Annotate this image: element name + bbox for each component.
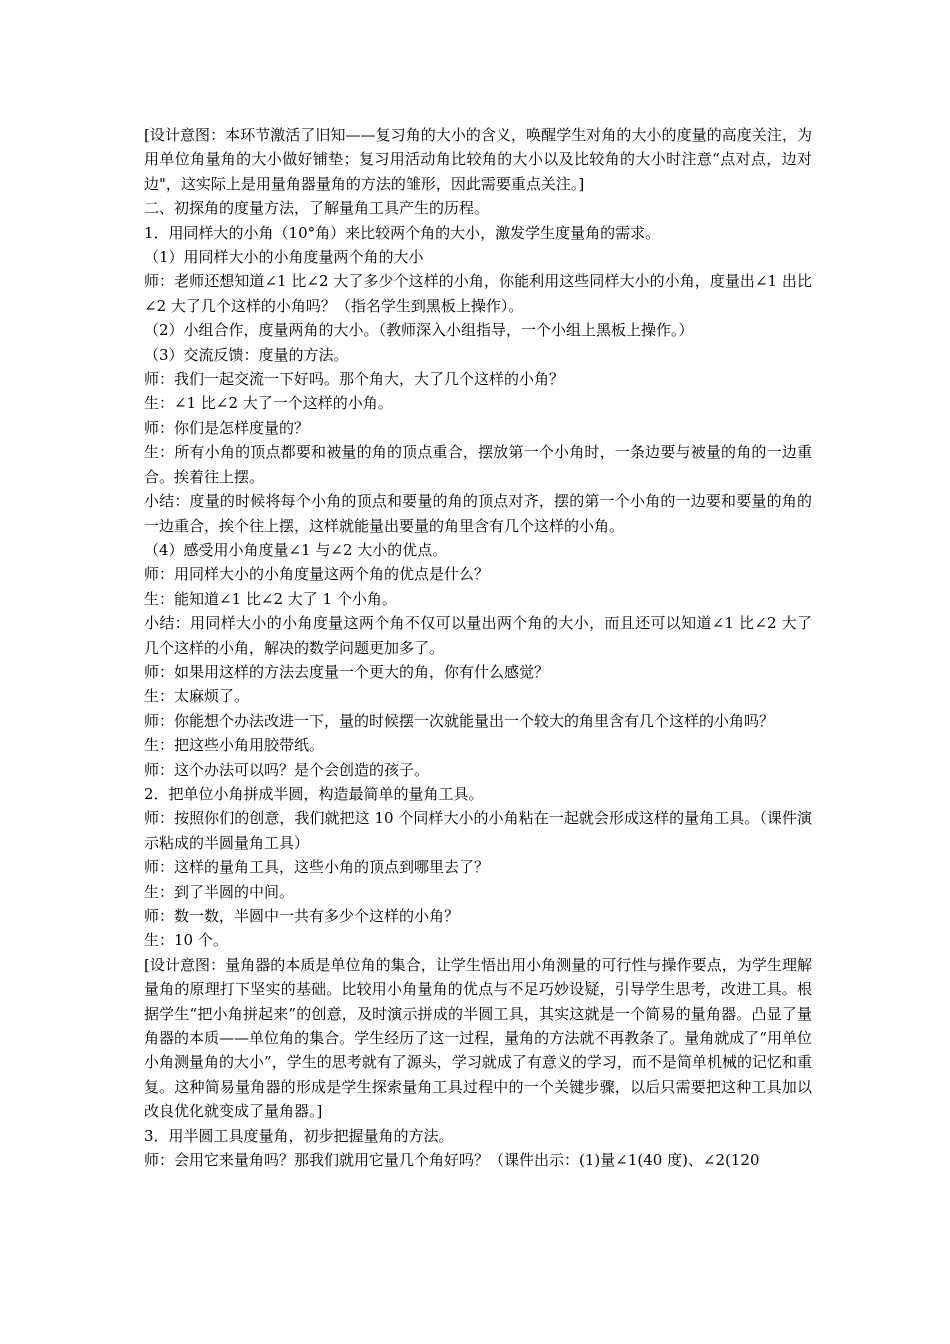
teacher-line: 师：用同样大小的小角度量这两个角的优点是什么？ <box>144 565 490 584</box>
summary-paragraph: 小结：度量的时候将每个小角的顶点和要量的角的顶点对齐，摆的第一个小角的一边要和要量的角的一边重合，挨个往上摆，这样就能量出要量的角里含有几个这样的小角。 <box>144 492 812 535</box>
teacher-line: 师：老师还想知道∠1 比∠2 大了多少个这样的小角，你能利用这些同样大小的小角，度量出∠1 出比∠2 大了几个这样的小角吗？（指名学生到黑板上操作）。 <box>144 272 812 315</box>
design-intent-paragraph-2: [设计意图：量角器的本质是单位角的集合，让学生悟出用小角测量的可行性与操作要点，为学生理解量角的原理打下坚实的基础。比较用小角量角的优点与不足巧妙设疑，引导学生思考，改进工具。根据学生“把小角拼起来”的创意，及时演示拼成的半圆工具，其实这就是一个简易的量角器。凸显了量角器的本质——单位角的集合。学生经历了这一过程，量角的方法就不再教条了。量角就成了“用单位小角测量角的大小”，学生的思考就有了源头，学习就成了有意义的学习，而不是简单机械的记忆和重复。这种简易量角器的形成是学生探索量角工具过程中的一个关键步骤，以后只需要把这种工具加以改良优化就变成了量角器。] <box>144 955 812 1121</box>
summary-paragraph: 小结：用同样大小的小角度量这两个角不仅可以量出两个角的大小，而且还可以知道∠1 比∠2 大了几个这样的小角，解决的数学问题更加多了。 <box>144 614 812 657</box>
teacher-line: 师：会用它来量角吗？那我们就用它量几个角好吗？（课件出示：(1)量∠1(40 度)、∠2(120 <box>144 1151 760 1170</box>
document-page <box>144 123 812 1172</box>
sub-step-3: （3）交流反馈：度量的方法。 <box>144 345 349 364</box>
student-line: 生：把这些小角用胶带纸。 <box>144 736 325 755</box>
student-line: 生：能知道∠1 比∠2 大了 1 个小角。 <box>144 589 397 608</box>
step-heading-3: 3．用半圆工具度量角，初步把握量角的方法。 <box>144 1126 454 1145</box>
student-line: 生：∠1 比∠2 大了一个这样的小角。 <box>144 394 393 413</box>
teacher-line: 师：这个办法可以吗？是个会创造的孩子。 <box>144 760 430 779</box>
section-heading-2: 二、初探角的度量方法，了解量角工具产生的历程。 <box>144 199 490 218</box>
sub-step-2: （2）小组合作，度量两角的大小。（教师深入小组指导，一个小组上黑板上操作。） <box>144 321 694 340</box>
student-line: 生：到了半圆的中间。 <box>144 882 295 901</box>
teacher-line: 师：你们是怎样度量的？ <box>144 418 310 437</box>
teacher-line: 师：如果用这样的方法去度量一个更大的角，你有什么感觉？ <box>144 662 550 681</box>
sub-step-1: （1）用同样大小的小角度量两个角的大小 <box>144 248 424 267</box>
student-line: 生：10 个。 <box>144 931 228 950</box>
student-line: 生：太麻烦了。 <box>144 687 250 706</box>
teacher-line: 师：我们一起交流一下好吗。那个角大，大了几个这样的小角？ <box>144 370 565 389</box>
step-heading-1: 1．用同样大的小角（10°角）来比较两个角的大小，激发学生度量角的需求。 <box>144 223 661 242</box>
sub-step-4: （4）感受用小角度量∠1 与∠2 大小的优点。 <box>144 540 448 559</box>
design-intent-paragraph-1: [设计意图：本环节激活了旧知——复习角的大小的含义，唤醒学生对角的大小的度量的高度关注，为用单位角量角的大小做好铺垫；复习用活动角比较角的大小以及比较角的大小时注意“点对点，边对边"，这实际上是用量角器量角的方法的雏形，因此需要重点关注。] <box>144 126 812 193</box>
teacher-line: 师：按照你们的创意，我们就把这 10 个同样大小的小角粘在一起就会形成这样的量角工具。（课件演示粘成的半圆量角工具） <box>144 809 812 852</box>
student-line: 生：所有小角的顶点都要和被量的角的顶点重合，摆放第一个小角时，一条边要与被量的角的一边重合。挨着往上摆。 <box>144 443 812 486</box>
teacher-line: 师：你能想个办法改进一下，量的时候摆一次就能量出一个较大的角里含有几个这样的小角吗？ <box>144 711 775 730</box>
teacher-line: 师：数一数，半圆中一共有多少个这样的小角？ <box>144 907 460 925</box>
step-heading-2: 2．把单位小角拼成半圆，构造最简单的量角工具。 <box>144 784 484 803</box>
teacher-line: 师：这样的量角工具，这些小角的顶点到哪里去了？ <box>144 858 490 877</box>
